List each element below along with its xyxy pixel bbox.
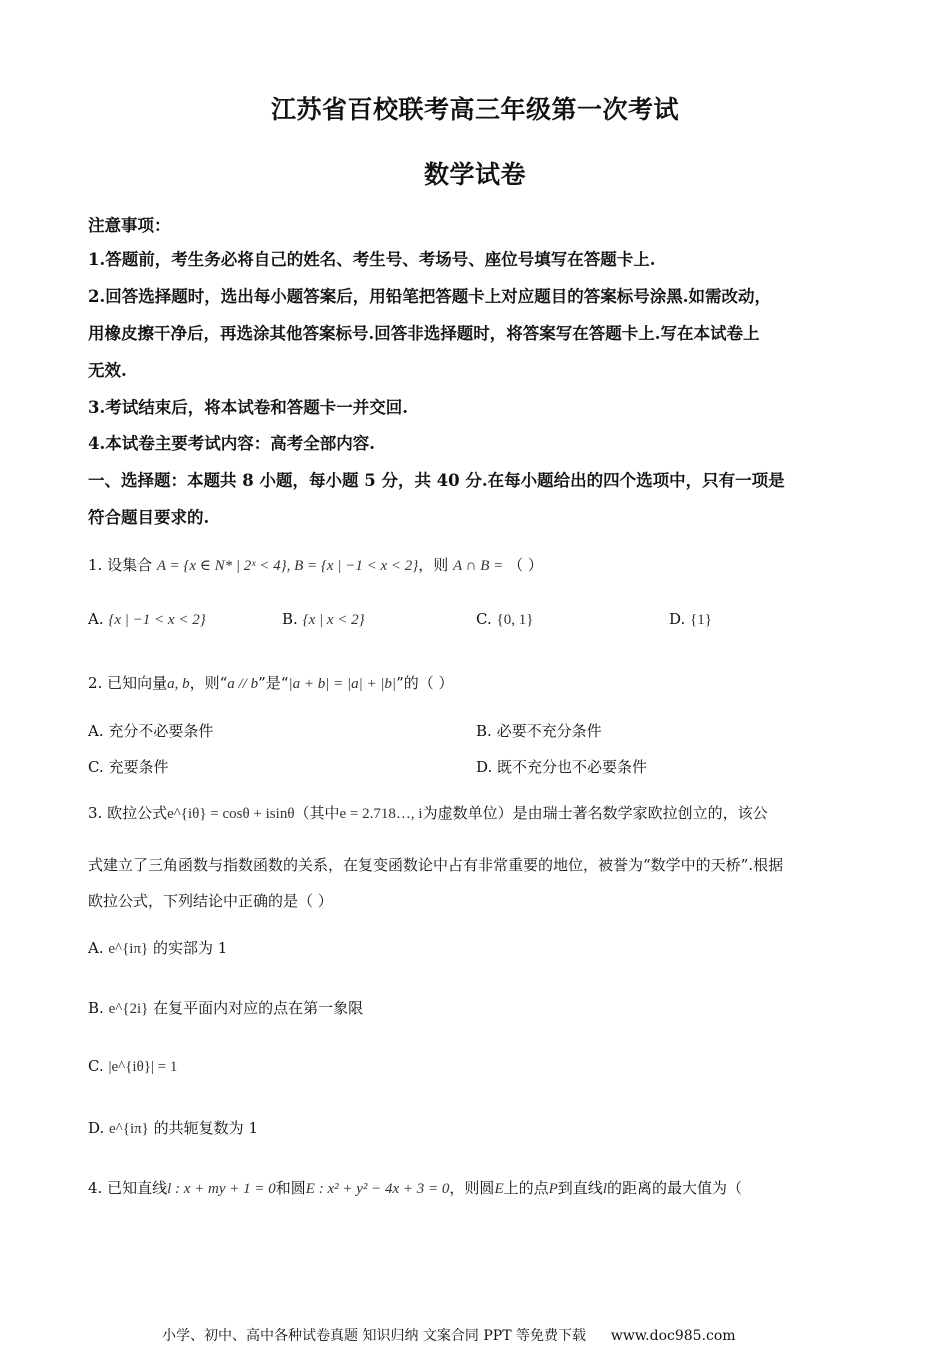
- q1-option-d-label: D.: [669, 610, 686, 628]
- question-2: [88, 672, 454, 693]
- q4-e-var: E: [494, 1181, 504, 1197]
- q4-l-var: l: [602, 1181, 607, 1197]
- question-3: [88, 802, 768, 823]
- q2-option-d: [476, 756, 647, 777]
- notice-line-1: 1.答题前，考生务必将自己的姓名、考生号、考场号、座位号填写在答题卡上.: [88, 250, 656, 269]
- q3-option-c: [88, 1057, 177, 1076]
- q4-p-var: P: [548, 1181, 558, 1197]
- q1-prefix: 1. 设集合: [88, 556, 153, 574]
- q3-option-a-math: e^{iπ}: [108, 941, 149, 957]
- q1-expr: A ∩ B =: [453, 558, 504, 574]
- q1-option-c-math: {0, 1}: [496, 612, 534, 628]
- q1-option-c-label: C.: [476, 610, 492, 628]
- q2-mid1: ，则“: [189, 674, 228, 692]
- section-heading-line-1: 一、选择题：本题共 8 小题，每小题 5 分，共 40 分.在每小题给出的四个选项中，只有一项是: [88, 471, 785, 490]
- q4-mid2: ，则圆: [449, 1179, 495, 1197]
- q3-line-2: 式建立了三角函数与指数函数的关系，在复变函数论中占有非常重要的地位，被誉为“数学中的天桥”.根据: [88, 856, 784, 874]
- notice-line-3: 用橡皮擦干净后，再选涂其他答案标号.回答非选择题时，将答案写在答题卡上.写在本试卷上: [88, 324, 760, 343]
- q3-option-b-math: e^{2i}: [108, 1001, 149, 1017]
- q4-mid3: 上的点: [503, 1179, 549, 1197]
- q3-formula: e^{iθ} = cosθ + isinθ: [167, 806, 295, 822]
- footer-link[interactable]: www.doc985.com: [610, 1328, 736, 1344]
- q4-line-eq: l : x + my + 1 = 0: [167, 1181, 276, 1197]
- question-4: [88, 1177, 742, 1198]
- q2-option-a-label: A.: [88, 722, 104, 740]
- q1-then: ，则: [418, 556, 449, 574]
- page-title: 江苏省百校联考高三年级第一次考试: [270, 95, 679, 124]
- q2-option-d-text: 既不充分也不必要条件: [497, 758, 648, 776]
- q3-option-b: [88, 997, 363, 1018]
- section-heading-line-2: 符合题目要求的.: [88, 508, 210, 527]
- page-subtitle: 数学试卷: [423, 160, 526, 189]
- notice-heading: 注意事项：: [88, 216, 171, 235]
- q3-option-d: [88, 1117, 258, 1138]
- q3-e-value: e = 2.718…, i: [339, 806, 423, 822]
- q3-option-a: [88, 937, 227, 958]
- q1-set-a: A = {x ∈ N* | 2ˣ < 4}: [156, 558, 287, 574]
- q4-prefix: 4. 已知直线: [88, 1179, 168, 1197]
- q2-suffix: ”的（ ）: [396, 674, 454, 692]
- q3-mid1: （其中: [294, 804, 340, 822]
- q4-circle-eq: E : x² + y² − 4x + 3 = 0: [305, 1181, 450, 1197]
- q3-option-c-label: C.: [88, 1057, 104, 1075]
- q3-option-a-text: 的实部为 1: [153, 939, 228, 957]
- q3-option-d-text: 的共轭复数为 1: [153, 1119, 258, 1137]
- q3-option-b-label: B.: [88, 999, 104, 1017]
- notice-line-4: 无效.: [88, 361, 127, 380]
- q2-prefix: 2. 已知向量: [88, 674, 168, 692]
- q3-mid2: 为虚数单位）是由瑞士著名数学家欧拉创立的，该公: [422, 804, 768, 822]
- q2-mid2: ”是“: [258, 674, 289, 692]
- q1-option-b-math: {x | x < 2}: [302, 612, 365, 628]
- footer-left: 小学、初中、高中各种试卷真题 知识归纳 文案合同 PPT 等免费下载: [162, 1328, 586, 1344]
- q2-option-c: [88, 756, 169, 777]
- q3-option-d-math: e^{iπ}: [109, 1121, 149, 1137]
- notice-line-6: 4.本试卷主要考试内容：高考全部内容.: [88, 434, 375, 453]
- footer-text: [162, 1325, 736, 1345]
- q2-cond1: a // b: [227, 676, 259, 692]
- q1-option-b-label: B.: [282, 610, 298, 628]
- q2-option-c-label: C.: [88, 758, 104, 776]
- q2-option-c-text: 充要条件: [108, 758, 169, 776]
- q1-option-a-math: {x | −1 < x < 2}: [108, 612, 206, 628]
- q2-option-b-label: B.: [476, 722, 492, 740]
- q2-option-a: [88, 720, 213, 741]
- q1-option-d-math: {1}: [690, 612, 712, 628]
- q2-cond2: |a + b| = |a| + |b|: [288, 676, 397, 692]
- q1-option-a-label: A.: [88, 610, 104, 628]
- q1-set-b: , B = {x | −1 < x < 2}: [286, 558, 419, 574]
- q4-suffix: 的距离的最大值为（: [606, 1179, 742, 1197]
- notice-line-5: 3.考试结束后，将本试卷和答题卡一并交回.: [88, 398, 408, 417]
- q2-vars: a, b: [167, 676, 190, 692]
- q1-option-a: [88, 610, 206, 629]
- notice-line-2: 2.回答选择题时，选出每小题答案后，用铅笔把答题卡上对应题目的答案标号涂黑.如需改动，: [88, 287, 771, 306]
- q1-option-b: [282, 610, 365, 629]
- q1-paren: （ ）: [508, 556, 543, 574]
- q1-option-d: [669, 610, 712, 629]
- question-1: [88, 554, 543, 575]
- q4-mid4: 到直线: [557, 1179, 603, 1197]
- q2-option-d-label: D.: [476, 758, 493, 776]
- q3-prefix: 3. 欧拉公式: [88, 804, 168, 822]
- q3-option-a-label: A.: [88, 939, 104, 957]
- q3-line-3: 欧拉公式，下列结论中正确的是（ ）: [88, 892, 333, 910]
- q3-option-d-label: D.: [88, 1119, 105, 1137]
- q4-mid1: 和圆: [275, 1179, 306, 1197]
- q2-option-b: [476, 720, 602, 741]
- q2-option-b-text: 必要不充分条件: [496, 722, 602, 740]
- q3-option-b-text: 在复平面内对应的点在第一象限: [153, 999, 364, 1017]
- q1-option-c: [476, 610, 533, 629]
- q3-option-c-math: |e^{iθ}| = 1: [108, 1059, 178, 1075]
- q2-option-a-text: 充分不必要条件: [108, 722, 214, 740]
